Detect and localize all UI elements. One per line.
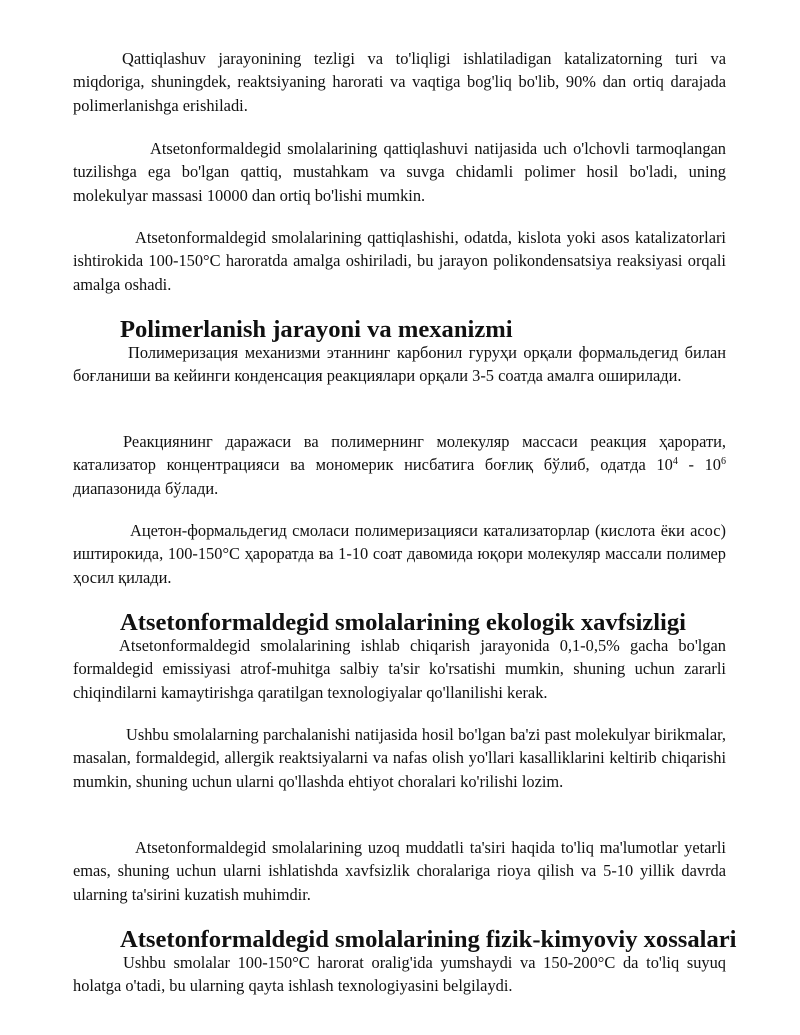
- molecular-mass-text: Реакциянинг даражаси ва полимернинг молекуляр массаси реакция ҳарорати, катализатор концентрацияси ва мономерик нисбатига боғлиқ бўлиб, одатда 10: [73, 432, 726, 475]
- paragraph-curing-rate: Qattiqlashuv jarayonining tezligi va to'liqligi ishlatiladigan katalizatorning turi va miqdoriga, shuningdek, reaktsiyaning harorati va vaqtiga bog'liq bo'lib, 90% dan ortiq darajada polimerlanishga erishiladi.: [73, 49, 726, 115]
- paragraph-emission: Atsetonformaldegid smolalarining ishlab chiqarish jarayonida 0,1-0,5% gacha bo'lgan formaldegid emissiyasi atrof-muhitga salbiy ta'sir ko'rsatishi mumkin, shuning uchun zararli chiqindilarni kamaytirishga qaratilgan texnologiyalar qo'llanilishi kerak.: [73, 636, 726, 702]
- exponent-6: 6: [721, 456, 726, 468]
- paragraph-acetone-formaldehyde: Ацетон-формальдегид смоласи полимеризацияси катализаторлар (кислота ёки асос) иштирокида, 100-150°C ҳароратда ва 1-10 соат давомида юқори молекуляр массали полимер ҳосил қилади.: [73, 521, 726, 587]
- paragraph-mechanism: Полимеризация механизми этаннинг карбонил гуруҳи орқали формальдегид билан боғланиши ва кейинги конденсация реакциялари орқали 3-5 соатда амалга оширилади.: [73, 343, 726, 386]
- molecular-mass-range: - 10: [677, 455, 721, 475]
- paragraph-decomposition: Ushbu smolalarning parchalanishi natijasida hosil bo'lgan ba'zi past molekulyar birikmalar, masalan, formaldegid, allergik reaktsiyalarni va nafas olish yo'llari kasalliklarini keltirib chiqarishi mumkin, shuning uchun ularni qo'llashda ehtiyot choralari ko'rilishi lozim.: [73, 725, 726, 791]
- heading-polymerization-mechanism: Polimerlanish jarayoni va mexanizmi: [120, 316, 513, 343]
- paragraph-curing-structure: Atsetonformaldegid smolalarining qattiqlashuvi natijasida uch o'lchovli tarmoqlangan tuzilishga ega bo'lgan qattiq, mustahkam va suvga chidamli polimer hosil bo'ladi, uning molekulyar massasi 10000 dan ortiq bo'lishi mumkin.: [73, 139, 726, 205]
- molecular-mass-end: диапазонида бўлади.: [73, 478, 219, 498]
- paragraph-softening: Ushbu smolalar 100-150°C harorat oralig'ida yumshaydi va 150-200°C da to'liq suyuq holatga o'tadi, bu ularning qayta ishlash texnologiyasini belgilaydi.: [73, 953, 726, 996]
- paragraph-molecular-mass: [73, 430, 726, 500]
- exponent-4: 4: [672, 456, 678, 468]
- heading-ecological-safety: Atsetonformaldegid smolalarining ekologik xavfsizligi: [120, 609, 686, 636]
- paragraph-long-term: Atsetonformaldegid smolalarining uzoq muddatli ta'siri haqida to'liq ma'lumotlar yetarli emas, shuning uchun ularni ishlatishda xavfsizlik choralariga rioya qilish va 5-10 yillik davrda ularning ta'sirini kuzatish muhimdir.: [73, 838, 726, 904]
- paragraph-curing-conditions: Atsetonformaldegid smolalarining qattiqlashishi, odatda, kislota yoki asos katalizatorlari ishtirokida 100-150°C haroratda amalga oshiriladi, bu jarayon polikondensatsiya reaksiyasi orqali amalga oshadi.: [73, 228, 726, 294]
- heading-physicochemical: Atsetonformaldegid smolalarining fizik-kimyoviy xossalari: [120, 926, 737, 953]
